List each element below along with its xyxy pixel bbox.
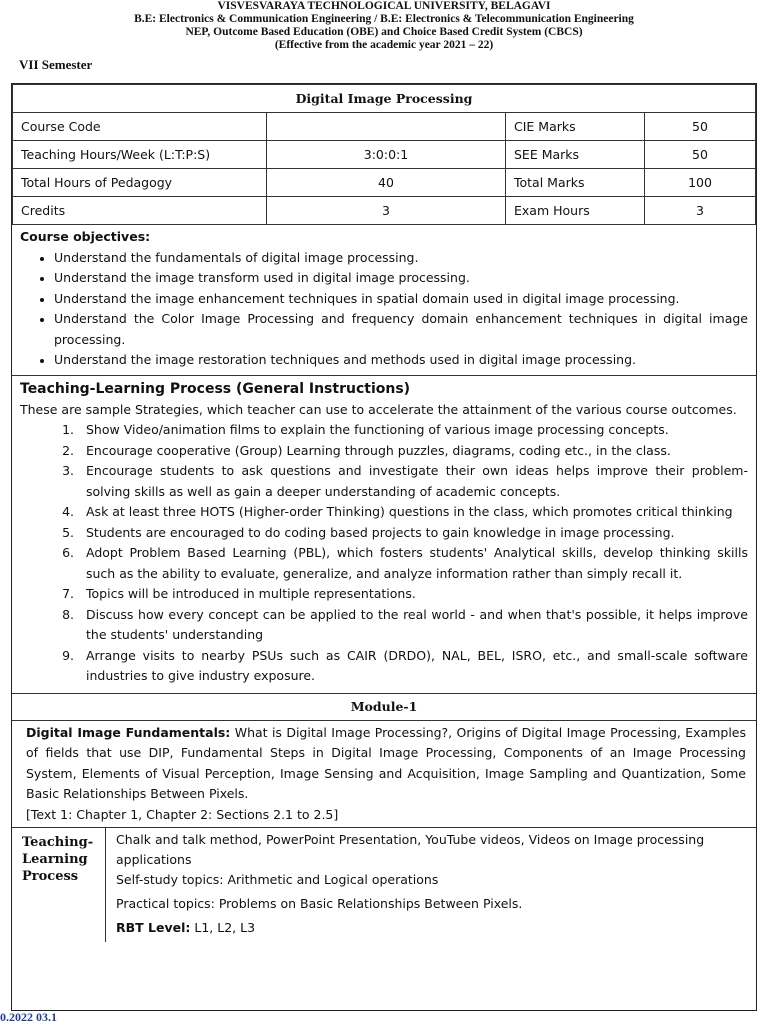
tlp-item: 3. Encourage students to ask questions and investigate their own ideas helps improve their problem-solving skills as well as gain a deeper understanding of academic concepts. — [78, 461, 748, 502]
rbt-value: L1, L2, L3 — [194, 920, 256, 935]
row-label-2: Total Marks — [506, 169, 645, 197]
tlp-item: 7. Topics will be introduced in multiple representations. — [78, 584, 748, 605]
tlp-item: 4. Ask at least three HOTS (Higher-order Thinking) questions in the class, which promotes critical thinking — [78, 502, 748, 523]
module-topics: What is Digital Image Processing?, Origins of Digital Image Processing, Examples of fields that use DIP, Fundamental Steps in Digital Image Processing, Components of an Image Processing System, Elements of Visual Perception, Image Sensing and Acquisition, Image Sampling and Quantization, Some Basic Relationships Between Pixels. — [26, 724, 746, 801]
course-row — [13, 197, 756, 225]
tl-label: Teaching-Learning Process — [12, 828, 106, 942]
programme-name: B.E: Electronics & Communication Engineering / B.E: Electronics & Telecommunication Engineering — [134, 13, 634, 25]
tlp-item: 1. Show Video/animation films to explain the functioning of various image processing concepts. — [78, 420, 748, 441]
row-label: Course Code — [13, 113, 267, 141]
syllabus-sheet — [11, 83, 757, 1011]
objectives-list — [20, 248, 748, 371]
semester-label: VII Semester — [19, 57, 93, 72]
tlp-item: 9. Arrange visits to nearby PSUs such as CAIR (DRDO), NAL, BEL, ISRO, etc., and small-scale software industries to give industry exposure. — [78, 646, 748, 687]
row-label-2: SEE Marks — [506, 141, 645, 169]
module-title: Module-1 — [12, 694, 756, 721]
tlp-item: 8. Discuss how every concept can be applied to the real world - and when that's possible, it helps improve the students' understanding — [78, 605, 748, 646]
university-name: VISVESVARAYA TECHNOLOGICAL UNIVERSITY, BELAGAVI — [217, 0, 551, 12]
tlp-list — [20, 420, 748, 687]
objective-item: • Understand the fundamentals of digital image processing. — [54, 248, 748, 269]
objective-item: • Understand the Color Image Processing and frequency domain enhancement techniques in digital image processing. — [54, 309, 748, 350]
row-value-2: 50 — [645, 113, 756, 141]
row-value-2: 100 — [645, 169, 756, 197]
row-label: Teaching Hours/Week (L:T:P:S) — [13, 141, 267, 169]
tl-practical: Practical topics: Problems on Basic Relationships Between Pixels. — [116, 896, 523, 911]
footer-code: 0.2022 03.1 — [0, 1010, 57, 1024]
row-label: Total Hours of Pedagogy — [13, 169, 267, 197]
row-value: 3:0:0:1 — [267, 141, 506, 169]
objective-item: • Understand the image transform used in digital image processing. — [54, 268, 748, 289]
course-title: Digital Image Processing — [13, 85, 756, 113]
tlp-item: 6. Adopt Problem Based Learning (PBL), which fosters students' Analytical skills, develop thinking skills such as the ability to evaluate, generalize, and analyze information rather than simply recall it. — [78, 543, 748, 584]
module-content — [12, 721, 756, 829]
effective-year: (Effective from the academic year 2021 – 22) — [274, 39, 494, 51]
row-value — [267, 113, 506, 141]
objectives-title: Course objectives: — [20, 229, 151, 244]
document-header — [0, 0, 768, 52]
course-row — [13, 141, 756, 169]
rbt-label: RBT Level: — [116, 920, 191, 935]
row-value-2: 3 — [645, 197, 756, 225]
course-row — [13, 169, 756, 197]
module-reference: [Text 1: Chapter 1, Chapter 2: Sections 2.1 to 2.5] — [26, 806, 339, 822]
scheme-name: NEP, Outcome Based Education (OBE) and Choice Based Credit System (CBCS) — [185, 26, 583, 38]
tlp-intro: These are sample Strategies, which teacher can use to accelerate the attainment of the various course outcomes. — [20, 401, 737, 417]
module-teaching-learning — [12, 828, 756, 942]
tl-method: Chalk and talk method, PowerPoint Presentation, YouTube videos, Videos on Image processing applications — [116, 832, 705, 867]
course-info-table — [12, 84, 756, 225]
tlp-title: Teaching-Learning Process (General Instructions) — [20, 380, 411, 397]
tlp-item: 5. Students are encouraged to do coding based projects to gain knowledge in image processing. — [78, 523, 748, 544]
rbt-level — [116, 918, 750, 938]
teaching-learning-section — [12, 376, 756, 694]
row-label-2: CIE Marks — [506, 113, 645, 141]
objective-item: • Understand the image enhancement techniques in spatial domain used in digital image processing. — [54, 289, 748, 310]
course-row — [13, 113, 756, 141]
module-heading: Digital Image Fundamentals: — [26, 724, 231, 740]
row-value: 40 — [267, 169, 506, 197]
row-label: Credits — [13, 197, 267, 225]
tl-self-study: Self-study topics: Arithmetic and Logical operations — [116, 872, 439, 887]
row-label-2: Exam Hours — [506, 197, 645, 225]
tl-details — [106, 828, 756, 942]
objective-item: • Understand the image restoration techniques and methods used in digital image processing. — [54, 350, 748, 371]
tlp-item: 2. Encourage cooperative (Group) Learning through puzzles, diagrams, coding etc., in the class. — [78, 441, 748, 462]
course-objectives-section — [12, 225, 756, 376]
row-value-2: 50 — [645, 141, 756, 169]
row-value: 3 — [267, 197, 506, 225]
